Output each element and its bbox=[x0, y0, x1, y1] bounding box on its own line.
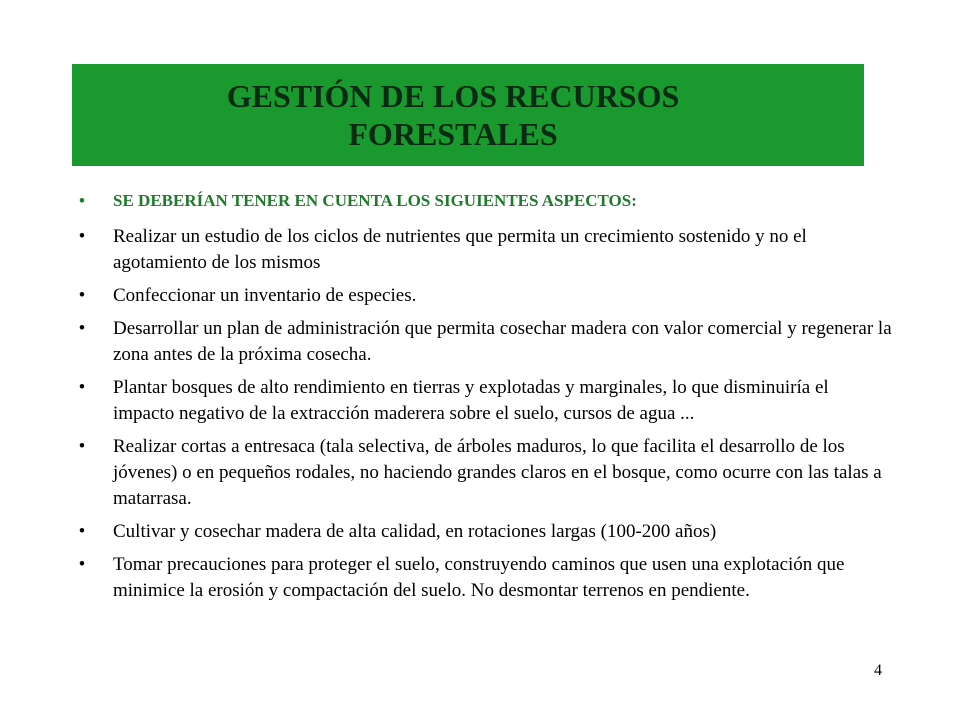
bullet-item-nutrient-cycles bbox=[72, 224, 892, 276]
bullet-marker: • bbox=[79, 191, 85, 210]
bullet-item-text: Plantar bosques de alto rendimiento en tierras y explotadas y marginales, lo que disminuiría el impacto negativo de la extracción maderera sobre el suelo, cursos de agua ... bbox=[113, 377, 829, 424]
bullet-marker: • bbox=[78, 377, 86, 398]
bullet-list bbox=[72, 188, 892, 611]
bullet-item-text: Realizar un estudio de los ciclos de nutrientes que permita un crecimiento sostenido y no el agotamiento de los mismos bbox=[113, 226, 807, 273]
bullet-marker: • bbox=[78, 285, 86, 306]
slide-title-box bbox=[72, 64, 864, 166]
bullet-marker: • bbox=[78, 318, 86, 339]
bullet-marker: • bbox=[78, 226, 86, 247]
bullet-item-long-rotations bbox=[72, 519, 892, 545]
slide-title-line-1: GESTIÓN DE LOS RECURSOS bbox=[226, 78, 680, 114]
bullet-heading-text: SE DEBERÍAN TENER EN CUENTA LOS SIGUIENTES ASPECTOS: bbox=[113, 191, 637, 210]
bullet-marker: • bbox=[78, 521, 86, 542]
bullet-item-plant-forests bbox=[72, 375, 892, 427]
bullet-item-text: Desarrollar un plan de administración que permita cosechar madera con valor comercial y regenerar la zona antes de la próxima cosecha. bbox=[113, 318, 892, 365]
bullet-item-text: Tomar precauciones para proteger el suelo, construyendo caminos que usen una explotación que minimice la erosión y compactación del suelo. No desmontar terrenos en pendiente. bbox=[113, 554, 845, 601]
bullet-marker: • bbox=[78, 554, 86, 575]
bullet-heading bbox=[72, 188, 892, 214]
bullet-item-text: Cultivar y cosechar madera de alta calidad, en rotaciones largas (100-200 años) bbox=[113, 521, 717, 542]
page-number: 4 bbox=[874, 662, 882, 679]
bullet-item-management-plan bbox=[72, 316, 892, 368]
slide-title-line-2: FORESTALES bbox=[348, 116, 558, 152]
bullet-item-species-inventory bbox=[72, 283, 892, 309]
bullet-item-text: Confeccionar un inventario de especies. bbox=[113, 285, 417, 306]
bullet-item-text: Realizar cortas a entresaca (tala selectiva, de árboles maduros, lo que facilita el desarrollo de los jóvenes) o en pequeños rodales, no haciendo grandes claros en el bosque, como ocurre con las talas a matarrasa. bbox=[113, 436, 882, 509]
bullet-marker: • bbox=[78, 436, 86, 457]
bullet-item-selective-cutting bbox=[72, 434, 892, 512]
bullet-item-soil-protection bbox=[72, 552, 892, 604]
